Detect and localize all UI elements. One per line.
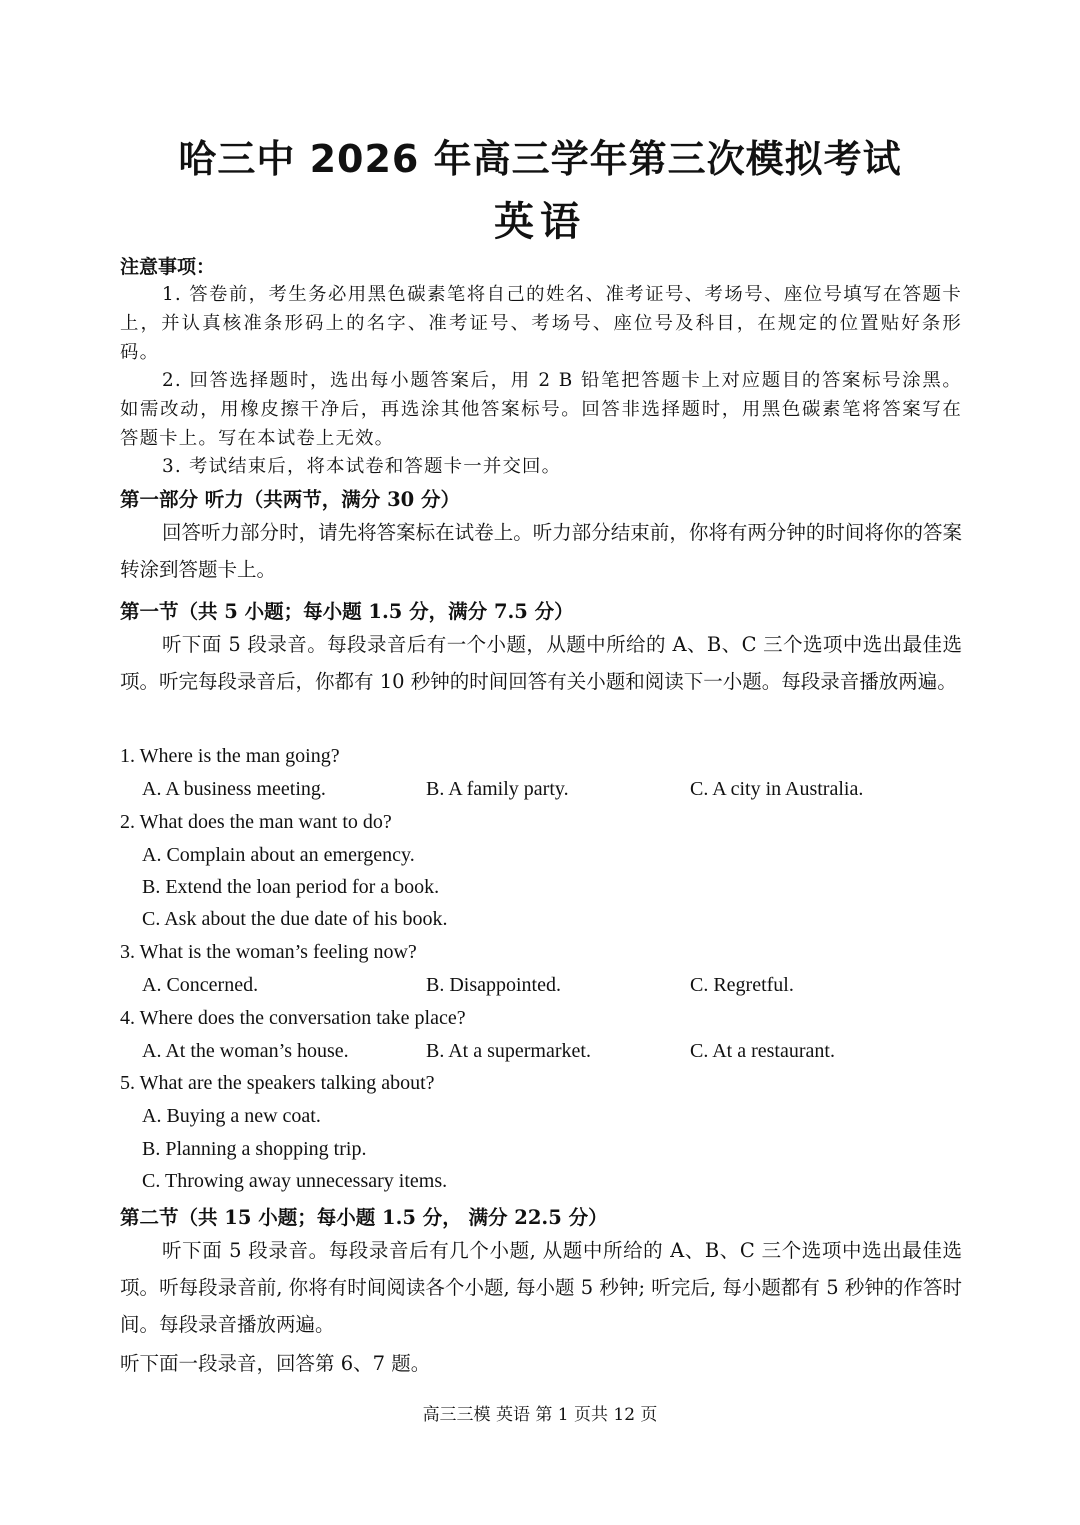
q5-option-a: A. Buying a new coat. [142, 1105, 321, 1127]
q3-option-b: B. Disappointed. [426, 974, 561, 996]
exam-title: 哈三中 2026 年高三学年第三次模拟考试 [178, 137, 902, 181]
q4-option-c: C. At a restaurant. [690, 1040, 835, 1062]
q5-option-b: B. Planning a shopping trip. [142, 1138, 367, 1160]
subject-title: 英语 [494, 198, 586, 245]
section2-intro: 听下面 5 段录音。每段录音后有几个小题, 从题中所给的 A、B、C 三个选项中选出最佳选项。听每段录音前, 你将有时间阅读各个小题, 每小题 5 秒钟; 听完后, 每小题都有 5 秒钟的作答时间。每段录音播放两遍。 [120, 1239, 962, 1336]
question-5: 5. What are the speakers talking about? [120, 1072, 435, 1094]
q3-option-a: A. Concerned. [142, 974, 259, 996]
q2-option-a: A. Complain about an emergency. [142, 844, 415, 866]
section1-heading: 第一节（共 5 小题；每小题 1.5 分，满分 7.5 分） [120, 600, 574, 623]
q5-option-c: C. Throwing away unnecessary items. [142, 1170, 448, 1192]
notice-item-3: 3. 考试结束后，将本试卷和答题卡一并交回。 [162, 456, 562, 477]
question-3: 3. What is the woman’s feeling now? [120, 941, 417, 963]
q2-option-b: B. Extend the loan period for a book. [142, 876, 440, 898]
section1-intro: 听下面 5 段录音。每段录音后有一个小题，从题中所给的 A、B、C 三个选项中选出最佳选项。听完每段录音后，你都有 10 秒钟的时间回答有关小题和阅读下一小题。每段录音播放两遍。 [120, 633, 962, 693]
notice-item-2: 2. 回答选择题时，选出每小题答案后，用 2 B 铅笔把答题卡上对应题目的答案标号涂黑。如需改动，用橡皮擦干净后，再选涂其他答案标号。回答非选择题时，用黑色碳素笔将答案写在答题卡上。写在本试卷上无效。 [120, 370, 962, 449]
part1-heading: 第一部分 听力（共两节，满分 30 分） [120, 488, 461, 511]
q3-option-c: C. Regretful. [690, 974, 794, 996]
section2-heading: 第二节（共 15 小题；每小题 1.5 分， 满分 22.5 分） [120, 1206, 608, 1229]
question-2: 2. What does the man want to do? [120, 811, 392, 833]
part1-intro: 回答听力部分时，请先将答案标在试卷上。听力部分结束前，你将有两分钟的时间将你的答案转涂到答题卡上。 [120, 521, 962, 581]
q4-option-a: A. At the woman’s house. [142, 1040, 349, 1062]
q4-option-b: B. At a supermarket. [426, 1040, 591, 1062]
notice-heading: 注意事项： [120, 256, 216, 278]
section2-instruction: 听下面一段录音，回答第 6、7 题。 [120, 1352, 431, 1375]
page-footer: 高三三模 英语 第 1 页共 12 页 [422, 1405, 658, 1425]
q2-option-c: C. Ask about the due date of his book. [142, 908, 448, 930]
q1-option-a: A. A business meeting. [142, 778, 326, 800]
q1-option-c: C. A city in Australia. [690, 778, 864, 800]
q1-option-b: B. A family party. [426, 778, 569, 800]
notice-item-1: 1. 答卷前，考生务必用黑色碳素笔将自己的姓名、准考证号、考场号、座位号填写在答题卡上，并认真核准条形码上的名字、准考证号、考场号、座位号及科目，在规定的位置贴好条形码。 [120, 284, 962, 363]
question-4: 4. Where does the conversation take place? [120, 1007, 466, 1029]
question-1: 1. Where is the man going? [120, 745, 340, 767]
